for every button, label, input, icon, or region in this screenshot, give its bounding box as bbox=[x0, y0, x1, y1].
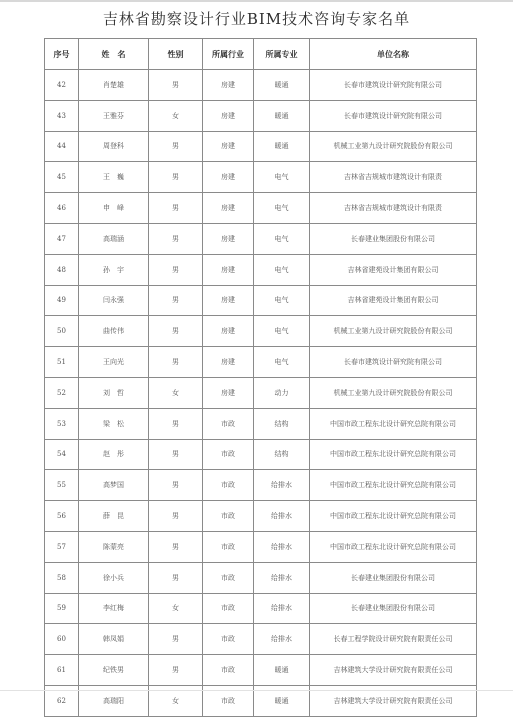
table-row bbox=[45, 655, 477, 686]
cell-name: 薛 昆 bbox=[79, 501, 149, 532]
cell-name: 肖楚雄 bbox=[79, 70, 149, 101]
cell-organization: 长春市建筑设计研究院有限公司 bbox=[310, 70, 477, 101]
cell-name: 陈蒙亮 bbox=[79, 531, 149, 562]
cell-specialty: 电气 bbox=[254, 162, 310, 193]
cell-organization: 吉林建筑大学设计研究院有限责任公司 bbox=[310, 655, 477, 686]
cell-serial-number: 59 bbox=[45, 593, 79, 624]
table-row bbox=[45, 285, 477, 316]
cell-serial-number: 48 bbox=[45, 254, 79, 285]
cell-specialty: 电气 bbox=[254, 223, 310, 254]
cell-gender: 男 bbox=[149, 439, 203, 470]
cell-organization: 中国市政工程东北设计研究总院有限公司 bbox=[310, 501, 477, 532]
cell-name: 赵 彤 bbox=[79, 439, 149, 470]
cell-industry: 房建 bbox=[203, 100, 254, 131]
cell-name: 李红梅 bbox=[79, 593, 149, 624]
table-row bbox=[45, 408, 477, 439]
cell-organization: 机械工业第九设计研究院股份有限公司 bbox=[310, 316, 477, 347]
table-row bbox=[45, 531, 477, 562]
cell-gender: 男 bbox=[149, 193, 203, 224]
cell-specialty: 暖通 bbox=[254, 70, 310, 101]
table-row bbox=[45, 593, 477, 624]
cell-organization: 长春建业集团股份有限公司 bbox=[310, 562, 477, 593]
cell-organization: 中国市政工程东北设计研究总院有限公司 bbox=[310, 531, 477, 562]
cell-specialty: 给排水 bbox=[254, 624, 310, 655]
cell-organization: 中国市政工程东北设计研究总院有限公司 bbox=[310, 439, 477, 470]
cell-gender: 女 bbox=[149, 377, 203, 408]
cell-organization: 机械工业第九设计研究院股份有限公司 bbox=[310, 131, 477, 162]
cell-name: 孙 宇 bbox=[79, 254, 149, 285]
cell-serial-number: 46 bbox=[45, 193, 79, 224]
cell-industry: 房建 bbox=[203, 193, 254, 224]
cell-organization: 长春建业集团股份有限公司 bbox=[310, 593, 477, 624]
cell-gender: 男 bbox=[149, 347, 203, 378]
cell-industry: 房建 bbox=[203, 347, 254, 378]
cell-gender: 男 bbox=[149, 624, 203, 655]
cell-name: 王向光 bbox=[79, 347, 149, 378]
cell-name: 高瑞阳 bbox=[79, 685, 149, 716]
table-row bbox=[45, 223, 477, 254]
cell-serial-number: 52 bbox=[45, 377, 79, 408]
cell-name: 韩凤娟 bbox=[79, 624, 149, 655]
cell-industry: 市政 bbox=[203, 562, 254, 593]
cell-industry: 房建 bbox=[203, 70, 254, 101]
top-divider bbox=[0, 0, 513, 2]
header-industry: 所属行业 bbox=[203, 39, 254, 70]
cell-serial-number: 44 bbox=[45, 131, 79, 162]
table-row bbox=[45, 193, 477, 224]
cell-serial-number: 47 bbox=[45, 223, 79, 254]
expert-list-table bbox=[44, 38, 477, 717]
header-gender: 性别 bbox=[149, 39, 203, 70]
cell-specialty: 动力 bbox=[254, 377, 310, 408]
cell-name: 徐小兵 bbox=[79, 562, 149, 593]
cell-specialty: 暖通 bbox=[254, 100, 310, 131]
cell-serial-number: 53 bbox=[45, 408, 79, 439]
cell-industry: 房建 bbox=[203, 223, 254, 254]
cell-gender: 男 bbox=[149, 408, 203, 439]
cell-name: 高瑞涵 bbox=[79, 223, 149, 254]
cell-name: 申 峰 bbox=[79, 193, 149, 224]
cell-organization: 机械工业第九设计研究院股份有限公司 bbox=[310, 377, 477, 408]
cell-specialty: 给排水 bbox=[254, 562, 310, 593]
cell-specialty: 结构 bbox=[254, 408, 310, 439]
table-row bbox=[45, 501, 477, 532]
cell-organization: 长春市建筑设计研究院有限公司 bbox=[310, 347, 477, 378]
cell-industry: 房建 bbox=[203, 162, 254, 193]
cell-serial-number: 51 bbox=[45, 347, 79, 378]
cell-industry: 市政 bbox=[203, 531, 254, 562]
table-row bbox=[45, 162, 477, 193]
cell-specialty: 暖通 bbox=[254, 685, 310, 716]
cell-industry: 市政 bbox=[203, 593, 254, 624]
cell-name: 刘 哲 bbox=[79, 377, 149, 408]
cell-serial-number: 50 bbox=[45, 316, 79, 347]
cell-name: 王雅芬 bbox=[79, 100, 149, 131]
cell-industry: 市政 bbox=[203, 624, 254, 655]
table-row bbox=[45, 562, 477, 593]
cell-serial-number: 42 bbox=[45, 70, 79, 101]
cell-serial-number: 61 bbox=[45, 655, 79, 686]
cell-gender: 男 bbox=[149, 562, 203, 593]
cell-gender: 男 bbox=[149, 254, 203, 285]
table-row bbox=[45, 316, 477, 347]
header-organization: 单位名称 bbox=[310, 39, 477, 70]
cell-specialty: 给排水 bbox=[254, 470, 310, 501]
cell-specialty: 给排水 bbox=[254, 531, 310, 562]
table-row bbox=[45, 347, 477, 378]
table-header-row bbox=[45, 39, 477, 70]
cell-organization: 吉林建筑大学设计研究院有限责任公司 bbox=[310, 685, 477, 716]
cell-organization: 长春建业集团股份有限公司 bbox=[310, 223, 477, 254]
cell-specialty: 电气 bbox=[254, 193, 310, 224]
cell-specialty: 电气 bbox=[254, 347, 310, 378]
cell-industry: 市政 bbox=[203, 439, 254, 470]
cell-specialty: 电气 bbox=[254, 254, 310, 285]
cell-serial-number: 60 bbox=[45, 624, 79, 655]
cell-name: 闫永强 bbox=[79, 285, 149, 316]
header-name: 姓 名 bbox=[79, 39, 149, 70]
cell-organization: 吉林省吉规城市建筑设计有限责 bbox=[310, 162, 477, 193]
cell-specialty: 暖通 bbox=[254, 655, 310, 686]
cell-serial-number: 56 bbox=[45, 501, 79, 532]
cell-name: 梁 松 bbox=[79, 408, 149, 439]
cell-serial-number: 49 bbox=[45, 285, 79, 316]
cell-industry: 房建 bbox=[203, 131, 254, 162]
cell-serial-number: 55 bbox=[45, 470, 79, 501]
cell-gender: 男 bbox=[149, 131, 203, 162]
cell-organization: 吉林省吉规城市建筑设计有限责 bbox=[310, 193, 477, 224]
cell-serial-number: 45 bbox=[45, 162, 79, 193]
cell-serial-number: 62 bbox=[45, 685, 79, 716]
table-row bbox=[45, 624, 477, 655]
cell-serial-number: 43 bbox=[45, 100, 79, 131]
cell-name: 高梦国 bbox=[79, 470, 149, 501]
cell-organization: 长春市建筑设计研究院有限公司 bbox=[310, 100, 477, 131]
cell-organization: 中国市政工程东北设计研究总院有限公司 bbox=[310, 408, 477, 439]
cell-specialty: 电气 bbox=[254, 285, 310, 316]
table-row bbox=[45, 470, 477, 501]
table-row bbox=[45, 439, 477, 470]
cell-serial-number: 54 bbox=[45, 439, 79, 470]
header-specialty: 所属专业 bbox=[254, 39, 310, 70]
cell-gender: 男 bbox=[149, 531, 203, 562]
cell-industry: 房建 bbox=[203, 254, 254, 285]
table-row bbox=[45, 131, 477, 162]
cell-specialty: 暖通 bbox=[254, 131, 310, 162]
cell-industry: 市政 bbox=[203, 470, 254, 501]
document-title: 吉林省勘察设计行业BIM技术咨询专家名单 bbox=[102, 10, 411, 28]
cell-specialty: 结构 bbox=[254, 439, 310, 470]
cell-name: 王 巍 bbox=[79, 162, 149, 193]
cell-industry: 房建 bbox=[203, 377, 254, 408]
cell-gender: 男 bbox=[149, 501, 203, 532]
cell-name: 纪铁男 bbox=[79, 655, 149, 686]
cell-gender: 女 bbox=[149, 685, 203, 716]
cell-gender: 男 bbox=[149, 285, 203, 316]
cell-serial-number: 58 bbox=[45, 562, 79, 593]
table-row bbox=[45, 70, 477, 101]
cell-organization: 吉林省建苑设计集团有限公司 bbox=[310, 285, 477, 316]
cell-gender: 女 bbox=[149, 100, 203, 131]
header-serial-number: 序号 bbox=[45, 39, 79, 70]
cell-gender: 男 bbox=[149, 470, 203, 501]
cell-specialty: 电气 bbox=[254, 316, 310, 347]
cell-name: 曲传伟 bbox=[79, 316, 149, 347]
cell-industry: 市政 bbox=[203, 501, 254, 532]
cell-industry: 市政 bbox=[203, 685, 254, 716]
table-row bbox=[45, 377, 477, 408]
table-row bbox=[45, 254, 477, 285]
cell-specialty: 给排水 bbox=[254, 501, 310, 532]
cell-gender: 女 bbox=[149, 593, 203, 624]
cell-industry: 市政 bbox=[203, 655, 254, 686]
table-row bbox=[45, 100, 477, 131]
cell-organization: 长春工程学院设计研究院有限责任公司 bbox=[310, 624, 477, 655]
table-body bbox=[45, 70, 477, 717]
cell-organization: 中国市政工程东北设计研究总院有限公司 bbox=[310, 470, 477, 501]
cell-gender: 男 bbox=[149, 162, 203, 193]
cell-specialty: 给排水 bbox=[254, 593, 310, 624]
cell-gender: 男 bbox=[149, 223, 203, 254]
cell-gender: 男 bbox=[149, 655, 203, 686]
cell-organization: 吉林省建苑设计集团有限公司 bbox=[310, 254, 477, 285]
cell-industry: 房建 bbox=[203, 316, 254, 347]
cell-industry: 市政 bbox=[203, 408, 254, 439]
cell-name: 周登科 bbox=[79, 131, 149, 162]
bottom-divider bbox=[0, 690, 513, 691]
cell-serial-number: 57 bbox=[45, 531, 79, 562]
cell-industry: 房建 bbox=[203, 285, 254, 316]
cell-gender: 男 bbox=[149, 316, 203, 347]
cell-gender: 男 bbox=[149, 70, 203, 101]
